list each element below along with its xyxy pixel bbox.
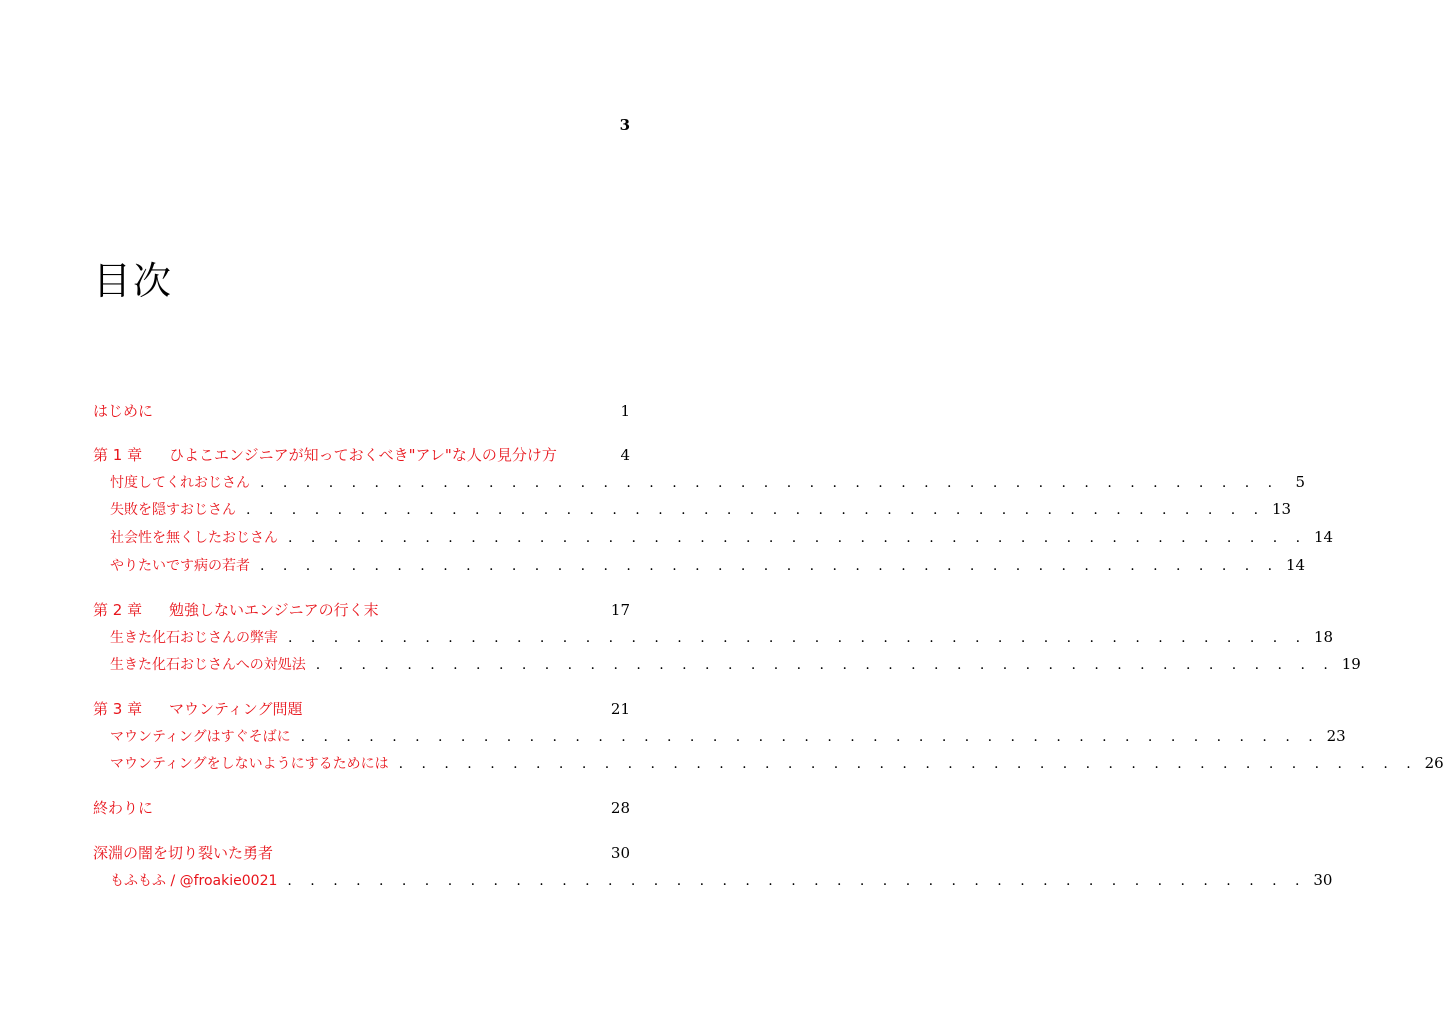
- toc-section[interactable]: [93, 527, 1334, 547]
- toc-section-label[interactable]: やりたいです病の若者: [110, 558, 250, 574]
- toc-section-label[interactable]: もふもふ / @froakie0021: [110, 873, 278, 889]
- leader-dots: . . . . . . . . . . . . . . . . . . . . . . . . . . . . . . . . . . . . . . . . . . . . .: [287, 873, 1307, 889]
- chapter-number: 第 3 章: [93, 700, 143, 718]
- leader-dots: . . . . . . . . . . . . . . . . . . . . . . . . . . . . . . . . . . . . . . . . . . . . .: [398, 756, 1418, 772]
- toc-page-number: 4: [620, 446, 630, 464]
- toc-page-number: 28: [610, 799, 630, 817]
- toc-title: 目次: [93, 259, 174, 303]
- toc-section[interactable]: [93, 472, 1306, 492]
- page-number: 3: [619, 116, 630, 134]
- toc-section[interactable]: [93, 654, 1361, 674]
- leader-dots: . . . . . . . . . . . . . . . . . . . . . . . . . . . . . . . . . . . . . . . . . . . . .: [300, 729, 1320, 745]
- toc-chapter-3[interactable]: [93, 698, 630, 719]
- toc-page-number: 14: [1285, 556, 1306, 574]
- toc-section[interactable]: [93, 499, 1292, 519]
- toc-section[interactable]: [93, 555, 1306, 575]
- toc-section-label[interactable]: 生きた化石おじさんの弊害: [110, 630, 278, 646]
- toc-section-label[interactable]: マウンティングをしないようにするためには: [110, 756, 389, 772]
- chapter-title: ひよこエンジニアが知っておくべき"アレ"な人の見分け方: [169, 446, 557, 464]
- toc-page-number: 30: [610, 844, 630, 862]
- toc-page-number: 26: [1424, 754, 1444, 772]
- leader-dots: . . . . . . . . . . . . . . . . . . . . . . . . . . . . . . . . . . . . . . . . . . . . .: [260, 475, 1280, 491]
- toc-page-number: 19: [1341, 655, 1361, 673]
- toc-chapter-1[interactable]: [93, 444, 630, 465]
- toc-entry-label[interactable]: 深淵の闇を切り裂いた勇者: [93, 844, 274, 862]
- toc-entry-intro[interactable]: [93, 400, 630, 421]
- toc-entry-label[interactable]: 終わりに: [93, 799, 154, 817]
- toc-section[interactable]: [93, 726, 1346, 746]
- toc-page-number: 23: [1326, 727, 1346, 745]
- toc-page-number: 5: [1295, 473, 1306, 491]
- toc-section[interactable]: [93, 627, 1334, 647]
- toc-section-label[interactable]: 社会性を無くしたおじさん: [110, 530, 278, 546]
- toc-section-label[interactable]: 失敗を隠すおじさん: [110, 502, 236, 518]
- toc-chapter-2[interactable]: [93, 599, 630, 620]
- toc-page-number: 30: [1313, 871, 1333, 889]
- leader-dots: . . . . . . . . . . . . . . . . . . . . . . . . . . . . . . . . . . . . . . . . . . . . .: [288, 630, 1308, 646]
- leader-dots: . . . . . . . . . . . . . . . . . . . . . . . . . . . . . . . . . . . . . . . . . . . . .: [315, 657, 1335, 673]
- toc-section[interactable]: [93, 753, 1444, 773]
- toc-section-label[interactable]: マウンティングはすぐそばに: [110, 729, 291, 745]
- toc-entry-hero[interactable]: [93, 842, 630, 863]
- chapter-title: マウンティング問題: [169, 700, 303, 718]
- toc-page-number: 21: [610, 700, 630, 718]
- leader-dots: . . . . . . . . . . . . . . . . . . . . . . . . . . . . . . . . . . . . . . . . . . . . .: [288, 530, 1308, 546]
- toc-page-number: 1: [620, 402, 630, 420]
- toc-page-number: 17: [610, 601, 630, 619]
- toc-page-number: 14: [1313, 528, 1334, 546]
- toc-entry-ending[interactable]: [93, 797, 630, 818]
- chapter-number: 第 2 章: [93, 601, 143, 619]
- toc-page-number: 18: [1313, 628, 1334, 646]
- toc-section-label[interactable]: 忖度してくれおじさん: [110, 475, 250, 491]
- toc-section[interactable]: [93, 870, 1333, 890]
- leader-dots: . . . . . . . . . . . . . . . . . . . . . . . . . . . . . . . . . . . . . . . . . . . . .: [246, 502, 1266, 518]
- toc-page-number: 13: [1271, 500, 1292, 518]
- leader-dots: . . . . . . . . . . . . . . . . . . . . . . . . . . . . . . . . . . . . . . . . . . . . .: [260, 558, 1280, 574]
- toc-chapter-label[interactable]: [93, 698, 303, 719]
- toc-chapter-label[interactable]: [93, 444, 557, 465]
- chapter-title: 勉強しないエンジニアの行く末: [169, 601, 379, 619]
- toc-section-label[interactable]: 生きた化石おじさんへの対処法: [110, 657, 306, 673]
- chapter-number: 第 1 章: [93, 446, 143, 464]
- toc-entry-label[interactable]: はじめに: [93, 402, 154, 420]
- toc-chapter-label[interactable]: [93, 599, 379, 620]
